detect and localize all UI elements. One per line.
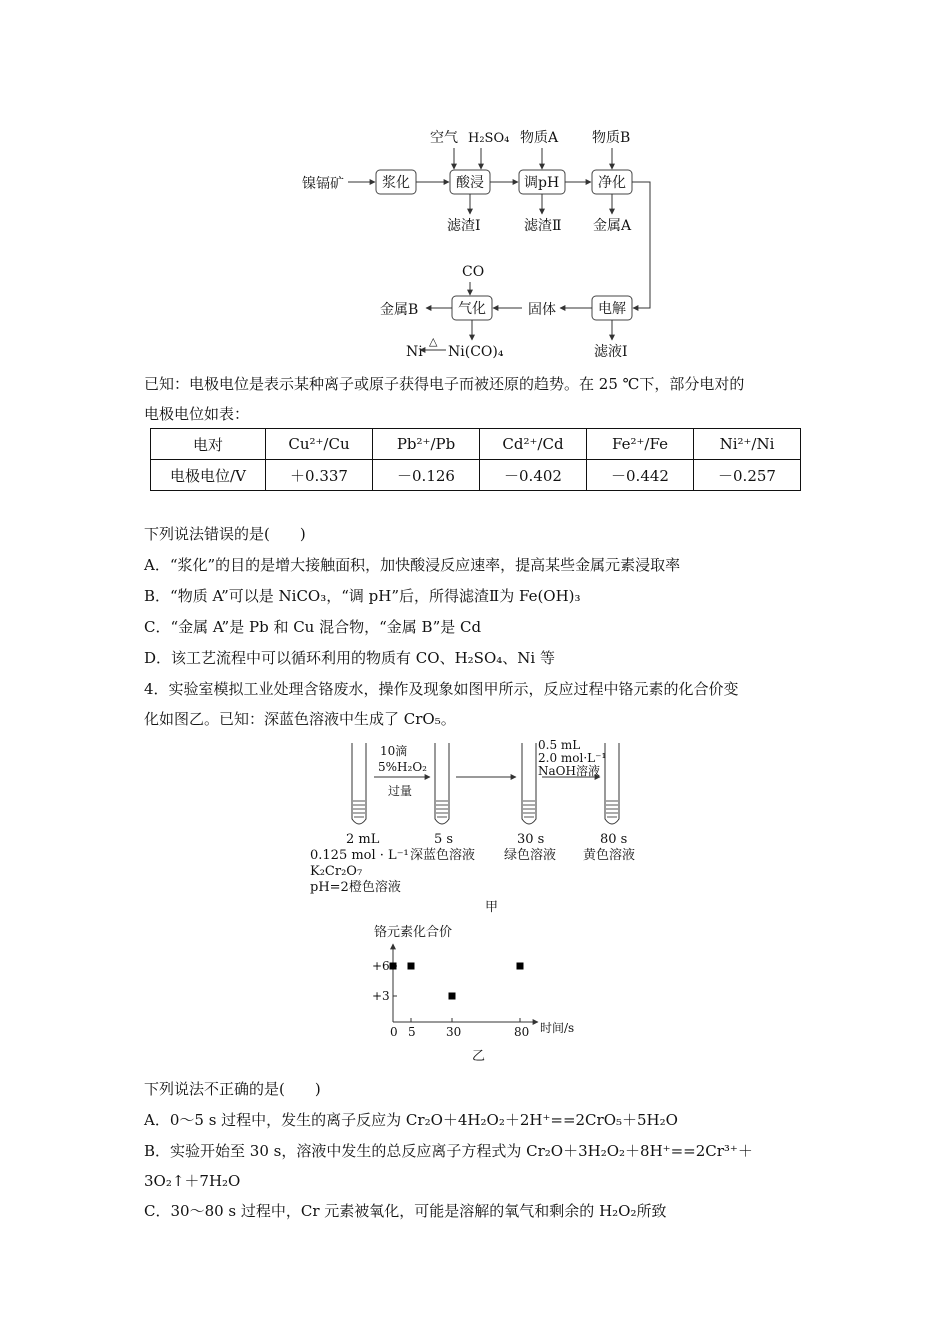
slurry-box: 浆化 [382, 175, 410, 191]
co-label: CO [462, 264, 485, 280]
filtrate-1-label: 滤液Ⅰ [594, 344, 628, 360]
h2so4-label: H₂SO₄ [468, 131, 510, 146]
metal-a-label: 金属A [593, 218, 632, 234]
table-row [151, 460, 801, 491]
electrolysis-box: 电解 [598, 301, 626, 317]
x-tick-label: 30 [446, 1025, 462, 1039]
table-cell: Cd²⁺/Cd [480, 429, 587, 460]
reagent-2-line1: 0.5 mL [538, 738, 581, 752]
table-cell: －0.402 [480, 460, 587, 491]
q4-stem-line1: 4．实验室模拟工业处理含铬废水，操作及现象如图甲所示，反应过程中铬元素的化合价变 [144, 680, 739, 698]
metal-b-label: 金属B [380, 302, 419, 318]
q3-option-d: D．该工艺流程中可以循环利用的物质有 CO、H₂SO₄、Ni 等 [144, 649, 555, 667]
tube-2-desc: 深蓝色溶液 [410, 848, 476, 863]
reagent-1-line2: 5%H₂O₂ [378, 760, 427, 774]
q4-question-stem: 下列说法不正确的是( ) [144, 1080, 321, 1098]
table-cell: －0.257 [694, 460, 801, 491]
q4-stem-line2: 化如图乙。已知：深蓝色溶液中生成了 CrO₅。 [144, 710, 456, 728]
table-cell: ＋0.337 [266, 460, 373, 491]
x-tick-label: 80 [514, 1025, 530, 1039]
reagent-1-line1: 10滴 [380, 744, 408, 758]
q4-option-b-line2: 3O₂↑＋7H₂O [144, 1172, 241, 1190]
known-text-line2: 电极电位如表： [144, 405, 250, 423]
reagent-1-line3: 过量 [388, 784, 413, 798]
tube-1-label: 2 mL [346, 832, 380, 847]
substance-b-label: 物质B [592, 130, 631, 146]
q4-option-a: A．0～5 s 过程中，发生的离子反应为 Cr₂O＋4H₂O₂＋2H⁺==2CrO₅＋5H₂O [144, 1111, 678, 1129]
reagent-2-line2: 2.0 mol·L⁻¹ [538, 751, 607, 765]
q4-option-b-line1: B．实验开始至 30 s，溶液中发生的总反应离子方程式为 Cr₂O＋3H₂O₂＋8H⁺==2Cr³⁺＋ [144, 1142, 753, 1160]
ni-label: Ni [406, 344, 423, 360]
purify-box: 净化 [598, 175, 626, 191]
known-text-line1: 已知：电极电位是表示某种离子或原子获得电子而被还原的趋势。在 25 ℃下，部分电对的 [144, 375, 745, 393]
tube-1-desc-3: pH=2橙色溶液 [310, 880, 401, 895]
tube-3-desc: 绿色溶液 [504, 848, 557, 863]
q3-stem: 下列说法错误的是( ) [144, 525, 306, 543]
q3-option-c: C．“金属 A”是 Pb 和 Cu 混合物，“金属 B”是 Cd [144, 618, 482, 636]
y-tick-label: +6 [372, 959, 390, 973]
x-tick-label: 0 [390, 1025, 398, 1039]
process-flow-diagram [290, 120, 670, 365]
x-axis-label: 时间/s [540, 1021, 575, 1035]
table-row [151, 429, 801, 460]
test-tube-3 [522, 743, 536, 824]
figure-b-valence-chart [360, 918, 600, 1066]
potential-table [150, 428, 801, 491]
acid-leach-box: 酸浸 [456, 175, 484, 191]
air-label: 空气 [430, 130, 458, 146]
chart-caption: 乙 [472, 1049, 486, 1064]
solid-label: 固体 [528, 302, 556, 318]
table-cell: －0.126 [373, 460, 480, 491]
test-tube-1 [352, 743, 366, 824]
ore-label: 镍镉矿 [302, 176, 344, 192]
x-tick-label: 5 [408, 1025, 416, 1039]
y-tick-label: +3 [372, 989, 390, 1003]
figure-a-test-tubes [300, 735, 660, 915]
table-cell: 电极电位/V [151, 460, 266, 491]
table-cell: Fe²⁺/Fe [587, 429, 694, 460]
nico4-label: Ni(CO)₄ [448, 344, 504, 360]
table-cell: Pb²⁺/Pb [373, 429, 480, 460]
substance-a-label: 物质A [520, 130, 559, 146]
test-tube-2 [435, 743, 449, 824]
adjust-ph-box: 调pH [524, 175, 560, 191]
q4-option-c: C．30～80 s 过程中，Cr 元素被氧化，可能是溶解的氧气和剩余的 H₂O₂所致 [144, 1202, 667, 1220]
table-cell: －0.442 [587, 460, 694, 491]
data-point [390, 963, 397, 970]
table-cell: Cu²⁺/Cu [266, 429, 373, 460]
tube-1-desc-1: 0.125 mol · L⁻¹ [310, 848, 409, 863]
residue-2-label: 滤渣Ⅱ [524, 218, 562, 234]
tube-2-label: 5 s [434, 832, 454, 847]
table-cell: 电对 [151, 429, 266, 460]
tube-4-label: 80 s [600, 832, 628, 847]
table-cell: Ni²⁺/Ni [694, 429, 801, 460]
tube-1-desc-2: K₂Cr₂O₇ [310, 864, 363, 879]
gasify-box: 气化 [458, 301, 486, 317]
chart-title: 铬元素化合价 [374, 925, 453, 940]
residue-1-label: 滤渣Ⅰ [447, 218, 481, 234]
q3-option-b: B．“物质 A”可以是 NiCO₃，“调 pH”后，所得滤渣Ⅱ为 Fe(OH)₃ [144, 587, 581, 605]
tube-4-desc: 黄色溶液 [583, 848, 636, 863]
figure-a-caption: 甲 [485, 900, 499, 915]
data-point [408, 963, 415, 970]
data-point [449, 993, 456, 1000]
reagent-2-line3: NaOH溶液 [538, 764, 600, 778]
test-tube-4 [605, 743, 619, 824]
data-point [517, 963, 524, 970]
q3-option-a: A．“浆化”的目的是增大接触面积，加快酸浸反应速率，提高某些金属元素浸取率 [144, 556, 681, 574]
tube-3-label: 30 s [517, 832, 545, 847]
heat-label: △ [429, 335, 438, 348]
